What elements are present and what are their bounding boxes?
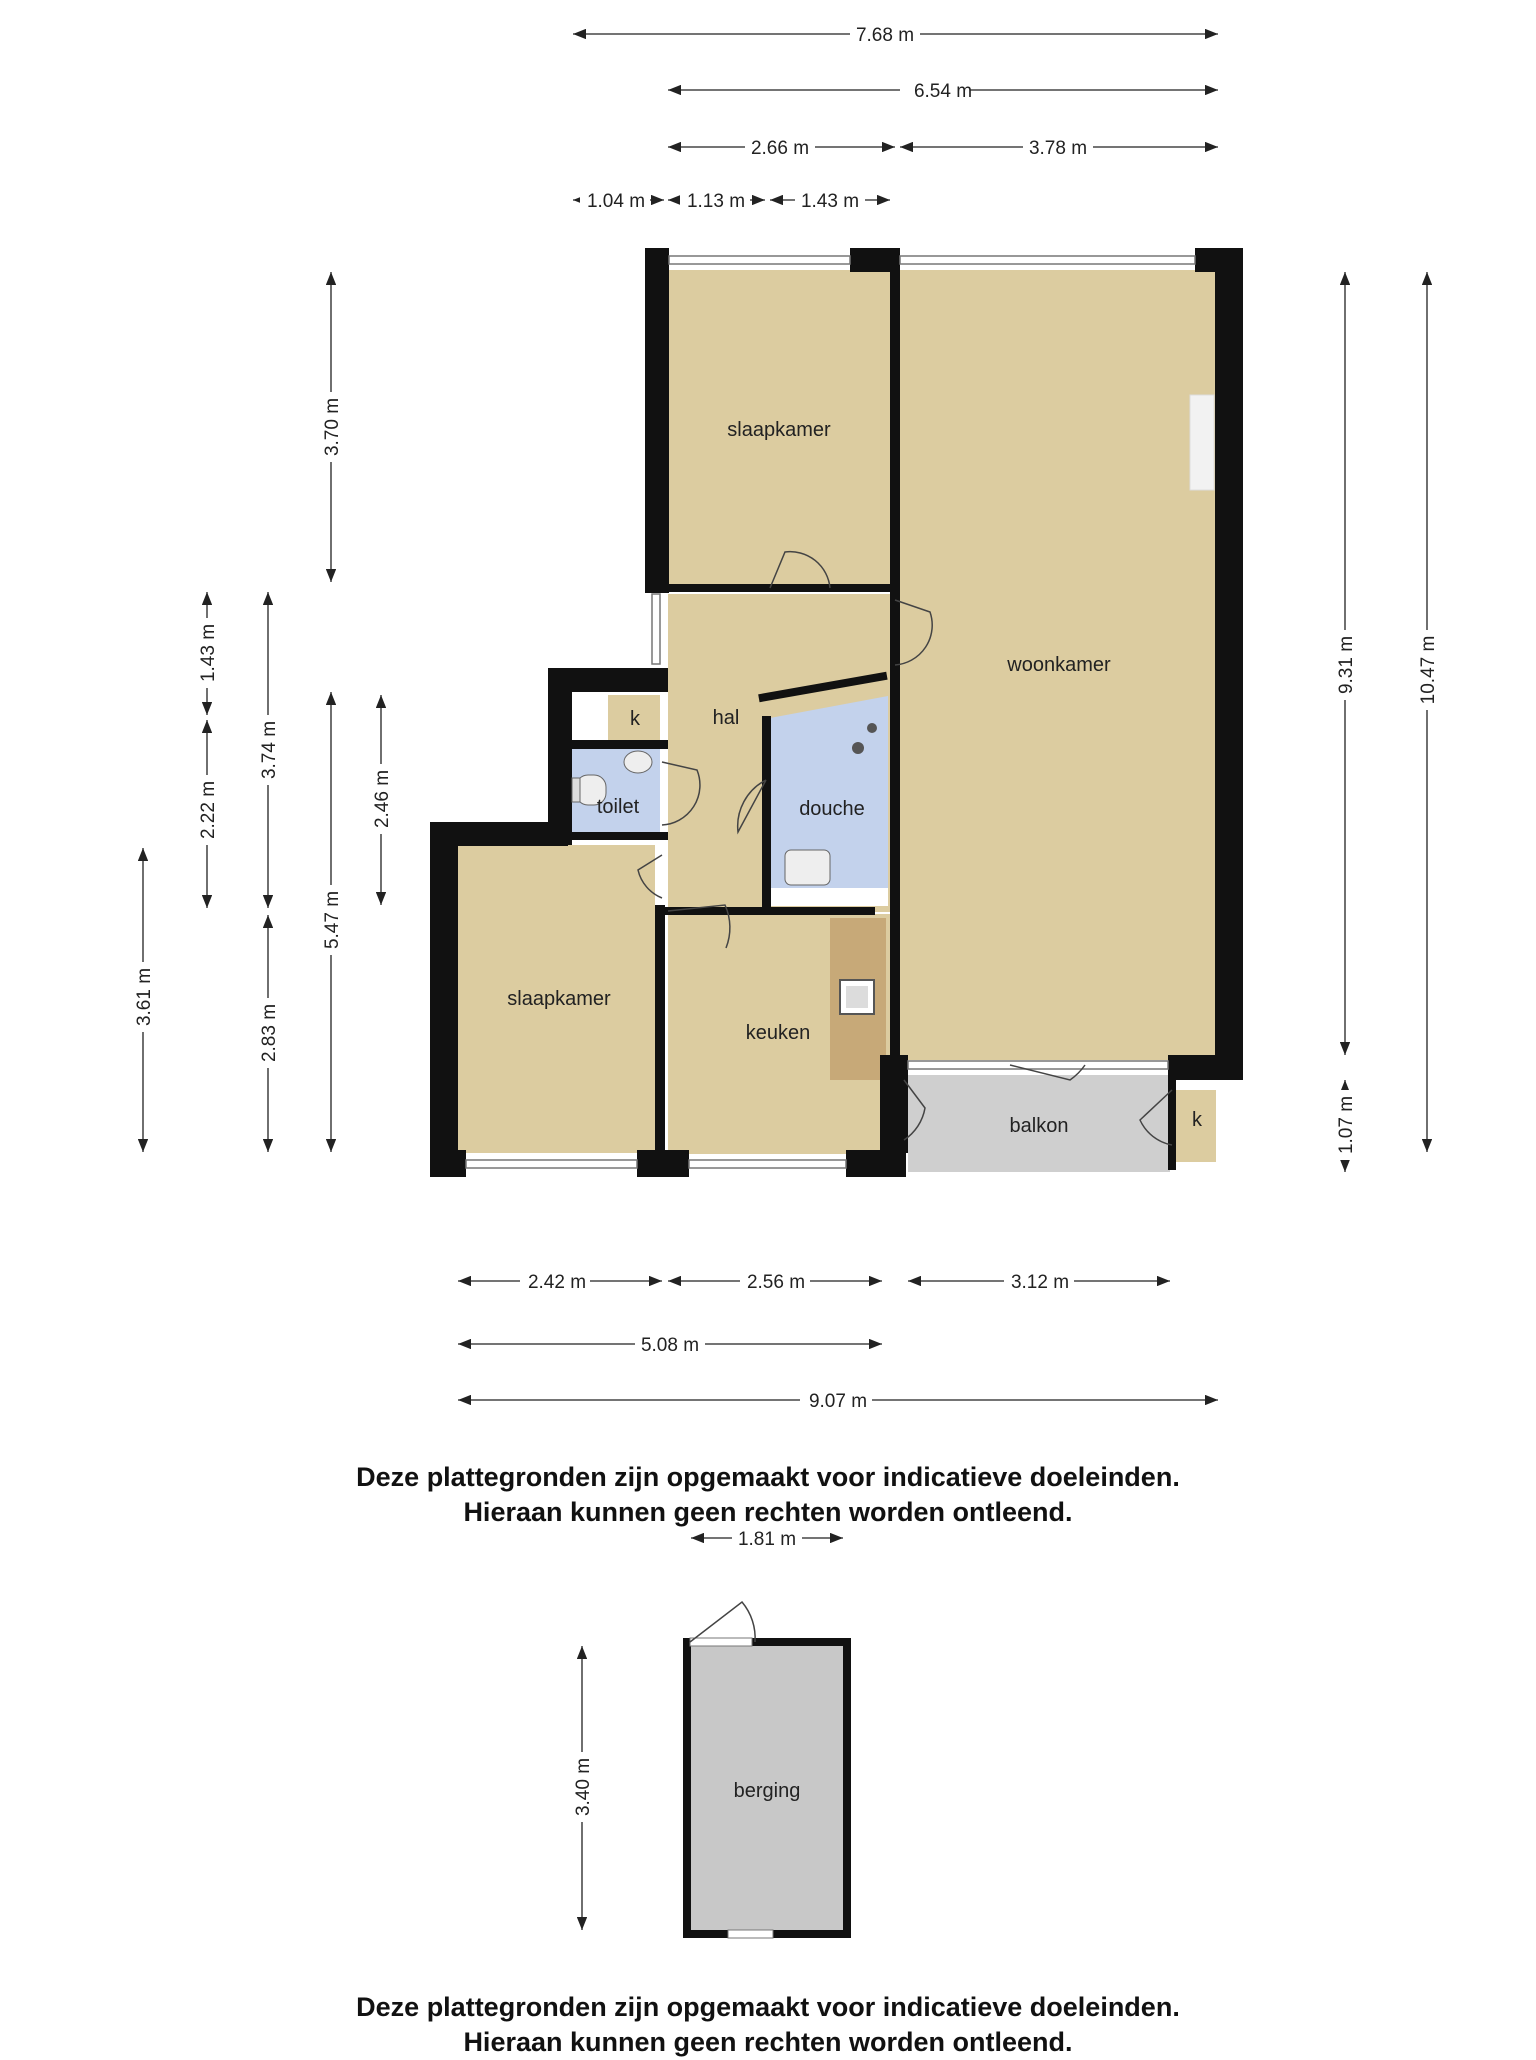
label-bedroom-top: slaapkamer xyxy=(727,419,831,441)
dim-right-1047: 10.47 m xyxy=(1418,635,1439,705)
storage-window xyxy=(728,1930,773,1938)
window-kitchen-bottom xyxy=(689,1160,846,1168)
dim-left-246: 2.46 m xyxy=(372,769,393,829)
dim-left-374: 3.74 m xyxy=(259,720,280,780)
dim-bottom-508: 5.08 m xyxy=(640,1335,700,1356)
dim-top-654: 6.54 m xyxy=(913,81,973,102)
window-hall-left xyxy=(652,594,660,664)
label-shower: douche xyxy=(799,798,865,820)
wall-toilet-left xyxy=(548,668,572,845)
label-balcony: balkon xyxy=(1009,1115,1069,1137)
wall-living-bottom-corner xyxy=(1168,1055,1243,1080)
dim-storage-width: 1.81 m xyxy=(737,1529,797,1550)
dim-left-361: 3.61 m xyxy=(134,967,155,1027)
shower-ledge xyxy=(770,888,888,906)
disclaimer-top xyxy=(0,1460,1536,1530)
disclaimer-bottom-line1: Deze plattegronden zijn opgemaakt voor indicatieve doeleinden. xyxy=(356,1992,1180,2022)
wall-bedroom-top-left xyxy=(645,248,669,593)
label-bedroom-left: slaapkamer xyxy=(507,988,611,1010)
wall-bedroom-left-kitchen xyxy=(655,905,665,1153)
dim-left-547: 5.47 m xyxy=(322,890,343,950)
dim-bottom-256: 2.56 m xyxy=(746,1272,806,1293)
wall-bottom-left-pillar xyxy=(430,1150,466,1177)
storage-door-frame xyxy=(690,1638,752,1646)
label-living: woonkamer xyxy=(1007,654,1111,676)
window-bedroom-top xyxy=(669,256,850,264)
dim-bottom-907: 9.07 m xyxy=(808,1391,868,1412)
label-toilet: toilet xyxy=(596,796,640,818)
wall-kitchen-balcony xyxy=(880,1055,908,1153)
disclaimer-bottom-line2: Hieraan kunnen geen rechten worden ontleend. xyxy=(463,2027,1073,2057)
label-kitchen: keuken xyxy=(745,1022,811,1044)
shower-head-2 xyxy=(867,723,877,733)
label-hall: hal xyxy=(712,707,740,729)
dim-bottom-312: 3.12 m xyxy=(1010,1272,1070,1293)
toilet-sink xyxy=(624,751,652,773)
closet-hall-floor xyxy=(572,695,610,740)
dim-top-113: 1.13 m xyxy=(686,191,746,212)
radiator xyxy=(1190,395,1214,490)
shower-sink xyxy=(785,850,830,885)
label-closet-hall: k xyxy=(630,708,640,730)
dim-top-104: 1.04 m xyxy=(586,191,646,212)
wall-bedroom-left-outer xyxy=(430,822,458,1177)
dim-top-143: 1.43 m xyxy=(800,191,860,212)
disclaimer-bottom xyxy=(0,1990,1536,2060)
disclaimer-top-line1: Deze plattegronden zijn opgemaakt voor indicatieve doeleinden. xyxy=(356,1462,1180,1492)
window-living-bottom xyxy=(908,1061,1168,1069)
dim-bottom-242: 2.42 m xyxy=(527,1272,587,1293)
label-storage: berging xyxy=(733,1780,801,1802)
toilet-tank xyxy=(572,778,580,802)
dim-top-378: 3.78 m xyxy=(1028,138,1088,159)
wall-toilet-bottom xyxy=(572,832,668,840)
dim-right-931: 9.31 m xyxy=(1336,635,1357,695)
wall-bottom-mid-pillar xyxy=(637,1150,689,1177)
wall-toilet-mid xyxy=(572,740,668,749)
storage-door-arc xyxy=(690,1602,755,1642)
wall-bedroom-living xyxy=(890,260,900,1080)
dim-left-143: 1.43 m xyxy=(198,623,219,683)
wall-shower-left xyxy=(762,716,771,912)
dim-left-370: 3.70 m xyxy=(322,397,343,457)
window-living-top xyxy=(900,256,1195,264)
kitchen-sink-basin xyxy=(846,986,868,1008)
dim-top-266: 2.66 m xyxy=(750,138,810,159)
dim-storage-height: 3.40 m xyxy=(573,1757,594,1817)
dim-top-overall: 7.68 m xyxy=(855,25,915,46)
shower-head-1 xyxy=(852,742,864,754)
dim-left-222: 2.22 m xyxy=(198,780,219,840)
storage-drawing xyxy=(683,1602,851,1938)
window-bedroom-left-bottom xyxy=(466,1160,637,1168)
wall-right-outer xyxy=(1215,248,1243,1078)
dim-right-107: 1.07 m xyxy=(1336,1095,1357,1155)
wall-balcony-right xyxy=(1168,1075,1176,1170)
disclaimer-top-line2: Hieraan kunnen geen rechten worden ontleend. xyxy=(463,1497,1073,1527)
dim-left-283: 2.83 m xyxy=(259,1003,280,1063)
wall-bottom-right-pillar xyxy=(846,1150,906,1177)
label-closet-balcony: k xyxy=(1192,1109,1202,1131)
